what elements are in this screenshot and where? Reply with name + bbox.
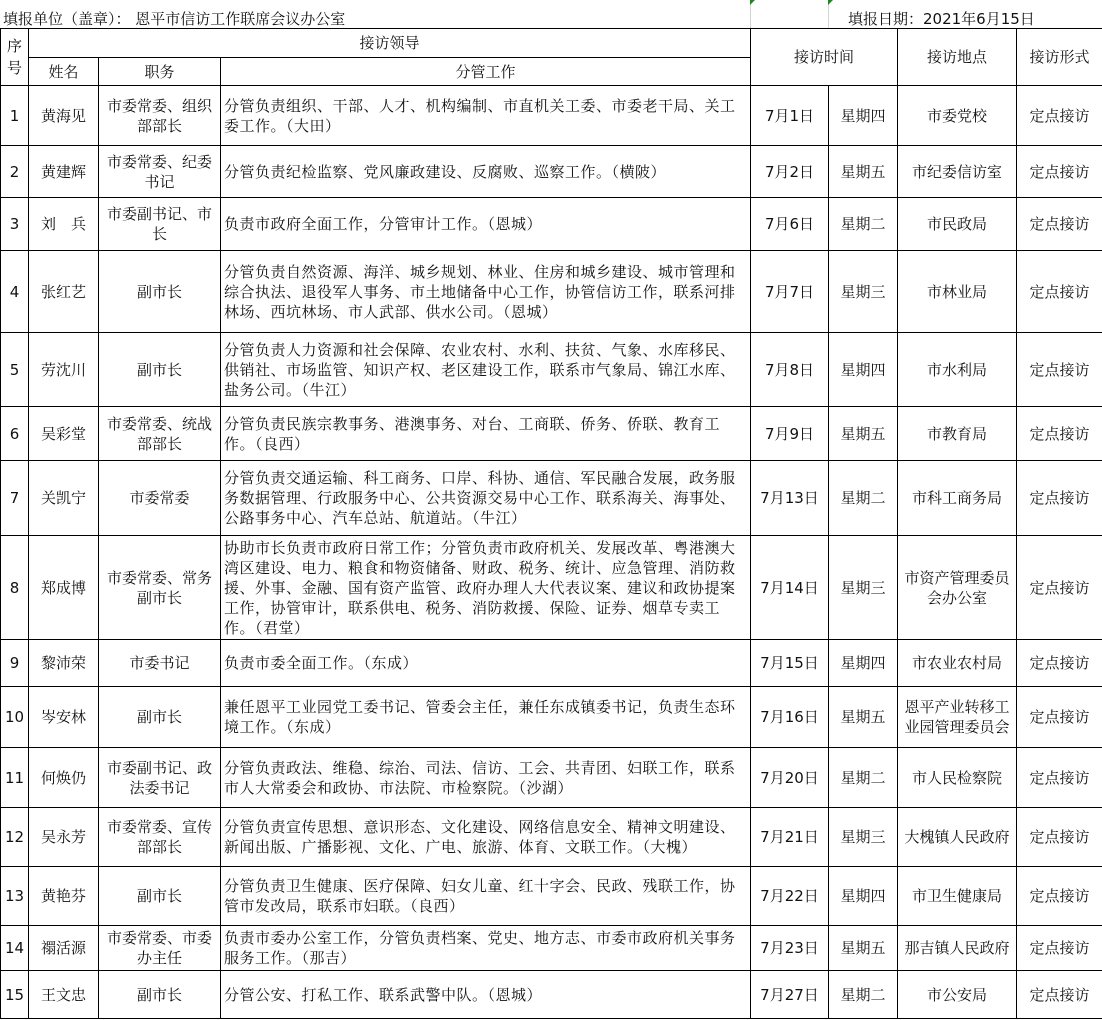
weekday-cell: 星期四 (829, 333, 898, 407)
seq-cell: 12 (1, 808, 29, 867)
col-name: 姓名 (29, 58, 99, 86)
name-cell: 岑安林 (29, 687, 99, 748)
table-row (1, 640, 1102, 687)
work-cell: 负责市政府全面工作，分管审计工作。（恩城） (221, 198, 751, 251)
date-cell: 7月27日 (751, 971, 829, 1019)
form-cell: 定点接访 (1017, 971, 1102, 1019)
form-cell: 定点接访 (1017, 687, 1102, 748)
header-row (1, 29, 1102, 58)
seq-cell: 2 (1, 146, 29, 198)
form-cell: 定点接访 (1017, 867, 1102, 926)
reporting-unit: 填报单位（盖章）： 恩平市信访工作联席会议办公室 (3, 10, 346, 28)
place-cell: 市教育局 (898, 407, 1017, 461)
table-row (1, 86, 1102, 146)
table-row (1, 687, 1102, 748)
table-row (1, 748, 1102, 808)
duty-cell: 市委副书记、政法委书记 (99, 748, 221, 808)
table-row (1, 407, 1102, 461)
date-cell: 7月14日 (751, 536, 829, 640)
work-cell: 分管负责自然资源、海洋、城乡规划、林业、住房和城乡建设、城市管理和综合执法、退役军人事务、市土地储备中心工作，协管信访工作，联系河排林场、西坑林场、市人武部、供水公司。（恩城） (221, 251, 751, 333)
col-work: 分管工作 (221, 58, 751, 86)
form-cell: 定点接访 (1017, 461, 1102, 536)
name-cell: 刘 兵 (29, 198, 99, 251)
form-cell: 定点接访 (1017, 251, 1102, 333)
name-cell: 劳沈川 (29, 333, 99, 407)
work-cell: 兼任恩平工业园党工委书记、管委会主任，兼任东成镇委书记，负责生态环境工作。（东成） (221, 687, 751, 748)
form-cell: 定点接访 (1017, 748, 1102, 808)
seq-cell: 14 (1, 926, 29, 971)
weekday-cell: 星期三 (829, 808, 898, 867)
date-cell: 7月9日 (751, 407, 829, 461)
work-cell: 分管负责政法、维稳、综治、司法、信访、工会、共青团、妇联工作，联系市人大常委会和政协、市法院、市检察院。（沙湖） (221, 748, 751, 808)
table-row (1, 926, 1102, 971)
name-cell: 吴彩堂 (29, 407, 99, 461)
duty-cell: 市委常委、统战部部长 (99, 407, 221, 461)
col-duty: 职务 (99, 58, 221, 86)
date-cell: 7月8日 (751, 333, 829, 407)
table-row (1, 198, 1102, 251)
weekday-cell: 星期三 (829, 536, 898, 640)
col-place: 接访地点 (898, 29, 1017, 86)
form-cell: 定点接访 (1017, 333, 1102, 407)
work-cell: 分管负责交通运输、科工商务、口岸、科协、通信、军民融合发展，政务服务数据管理、行政服务中心、公共资源交易中心工作、联系海关、海事处、公路事务中心、汽车总站、航道站。（牛江） (221, 461, 751, 536)
duty-cell: 副市长 (99, 867, 221, 926)
report-date: 填报日期：2021年6月15日 (848, 10, 1035, 28)
place-cell: 市水利局 (898, 333, 1017, 407)
seq-cell: 8 (1, 536, 29, 640)
seq-cell: 1 (1, 86, 29, 146)
col-seq: 序号 (1, 29, 29, 86)
duty-cell: 副市长 (99, 251, 221, 333)
weekday-cell: 星期二 (829, 198, 898, 251)
work-cell: 负责市委办公室工作，分管负责档案、党史、地方志、市委市政府机关事务服务工作。（那吉） (221, 926, 751, 971)
seq-cell: 7 (1, 461, 29, 536)
name-cell: 黄建辉 (29, 146, 99, 198)
duty-cell: 市委副书记、市长 (99, 198, 221, 251)
duty-cell: 市委书记 (99, 640, 221, 687)
form-cell: 定点接访 (1017, 407, 1102, 461)
date-cell: 7月15日 (751, 640, 829, 687)
weekday-cell: 星期四 (829, 86, 898, 146)
place-cell: 市农业农村局 (898, 640, 1017, 687)
table-row (1, 146, 1102, 198)
seq-cell: 15 (1, 971, 29, 1019)
seq-cell: 13 (1, 867, 29, 926)
place-cell: 市科工商务局 (898, 461, 1017, 536)
weekday-cell: 星期五 (829, 146, 898, 198)
comment-marker-icon (750, 0, 755, 5)
place-cell: 大槐镇人民政府 (898, 808, 1017, 867)
seq-cell: 5 (1, 333, 29, 407)
seq-cell: 9 (1, 640, 29, 687)
name-cell: 黄海见 (29, 86, 99, 146)
name-cell: 何焕仍 (29, 748, 99, 808)
col-form: 接访形式 (1017, 29, 1102, 86)
date-cell: 7月6日 (751, 198, 829, 251)
table-row (1, 971, 1102, 1019)
seq-cell: 4 (1, 251, 29, 333)
place-cell: 市资产管理委员会办公室 (898, 536, 1017, 640)
place-cell: 恩平产业转移工业园管理委员会 (898, 687, 1017, 748)
work-cell: 分管负责卫生健康、医疗保障、妇女儿童、红十字会、民政、残联工作，协管市发改局，联系市妇联。（良西） (221, 867, 751, 926)
duty-cell: 副市长 (99, 687, 221, 748)
name-cell: 黎沛荣 (29, 640, 99, 687)
form-cell: 定点接访 (1017, 86, 1102, 146)
name-cell: 黄艳芬 (29, 867, 99, 926)
seq-cell: 6 (1, 407, 29, 461)
report-header (0, 0, 1102, 28)
place-cell: 市民政局 (898, 198, 1017, 251)
name-cell: 禤活源 (29, 926, 99, 971)
form-cell: 定点接访 (1017, 926, 1102, 971)
duty-cell: 副市长 (99, 333, 221, 407)
weekday-cell: 星期五 (829, 407, 898, 461)
date-cell: 7月13日 (751, 461, 829, 536)
duty-cell: 市委常委、市委办主任 (99, 926, 221, 971)
work-cell: 负责市委全面工作。（东成） (221, 640, 751, 687)
table-row (1, 867, 1102, 926)
reception-schedule-table (0, 28, 1102, 1019)
table-row (1, 808, 1102, 867)
table-row (1, 461, 1102, 536)
table-row (1, 536, 1102, 640)
col-leader: 接访领导 (29, 29, 751, 58)
duty-cell: 市委常委、组织部部长 (99, 86, 221, 146)
seq-cell: 11 (1, 748, 29, 808)
work-cell: 分管负责民族宗教事务、港澳事务、对台、工商联、侨务、侨联、教育工作。（良西） (221, 407, 751, 461)
form-cell: 定点接访 (1017, 146, 1102, 198)
place-cell: 市林业局 (898, 251, 1017, 333)
col-time: 接访时间 (751, 29, 898, 86)
work-cell: 分管公安、打私工作、联系武警中队。（恩城） (221, 971, 751, 1019)
name-cell: 张红艺 (29, 251, 99, 333)
date-cell: 7月22日 (751, 867, 829, 926)
date-cell: 7月20日 (751, 748, 829, 808)
work-cell: 分管负责纪检监察、党风廉政建设、反腐败、巡察工作。（横陂） (221, 146, 751, 198)
weekday-cell: 星期二 (829, 461, 898, 536)
comment-marker-icon (828, 0, 833, 5)
duty-cell: 市委常委 (99, 461, 221, 536)
weekday-cell: 星期四 (829, 640, 898, 687)
seq-cell: 3 (1, 198, 29, 251)
place-cell: 市委党校 (898, 86, 1017, 146)
duty-cell: 副市长 (99, 971, 221, 1019)
name-cell: 吴永芳 (29, 808, 99, 867)
form-cell: 定点接访 (1017, 198, 1102, 251)
duty-cell: 市委常委、宣传部部长 (99, 808, 221, 867)
name-cell: 王文忠 (29, 971, 99, 1019)
table-row (1, 333, 1102, 407)
seq-cell: 10 (1, 687, 29, 748)
form-cell: 定点接访 (1017, 536, 1102, 640)
work-cell: 分管负责组织、干部、人才、机构编制、市直机关工委、市委老干局、关工委工作。（大田） (221, 86, 751, 146)
name-cell: 关凯宁 (29, 461, 99, 536)
weekday-cell: 星期五 (829, 687, 898, 748)
place-cell: 那吉镇人民政府 (898, 926, 1017, 971)
weekday-cell: 星期五 (829, 926, 898, 971)
place-cell: 市人民检察院 (898, 748, 1017, 808)
weekday-cell: 星期三 (829, 251, 898, 333)
date-cell: 7月23日 (751, 926, 829, 971)
date-cell: 7月2日 (751, 146, 829, 198)
form-cell: 定点接访 (1017, 640, 1102, 687)
duty-cell: 市委常委、常务副市长 (99, 536, 221, 640)
date-cell: 7月7日 (751, 251, 829, 333)
form-cell: 定点接访 (1017, 808, 1102, 867)
work-cell: 分管负责人力资源和社会保障、农业农村、水利、扶贫、气象、水库移民、供销社、市场监管、知识产权、老区建设工作，联系市气象局、锦江水库、盐务公司。（牛江） (221, 333, 751, 407)
place-cell: 市公安局 (898, 971, 1017, 1019)
name-cell: 郑成博 (29, 536, 99, 640)
place-cell: 市卫生健康局 (898, 867, 1017, 926)
weekday-cell: 星期二 (829, 748, 898, 808)
weekday-cell: 星期二 (829, 971, 898, 1019)
duty-cell: 市委常委、纪委书记 (99, 146, 221, 198)
work-cell: 分管负责宣传思想、意识形态、文化建设、网络信息安全、精神文明建设、新闻出版、广播影视、文化、广电、旅游、体育、文联工作。（大槐） (221, 808, 751, 867)
place-cell: 市纪委信访室 (898, 146, 1017, 198)
weekday-cell: 星期四 (829, 867, 898, 926)
work-cell: 协助市长负责市政府日常工作；分管负责市政府机关、发展改革、粤港澳大湾区建设、电力、粮食和物资储备、财政、税务、统计、应急管理、消防救援、外事、金融、国有资产监管、政府办理人大代表议案、建议和政协提案工作，协管审计，联系供电、税务、消防救援、保险、证券、烟草专卖工作。（君堂） (221, 536, 751, 640)
date-cell: 7月21日 (751, 808, 829, 867)
table-row (1, 251, 1102, 333)
date-cell: 7月1日 (751, 86, 829, 146)
date-cell: 7月16日 (751, 687, 829, 748)
